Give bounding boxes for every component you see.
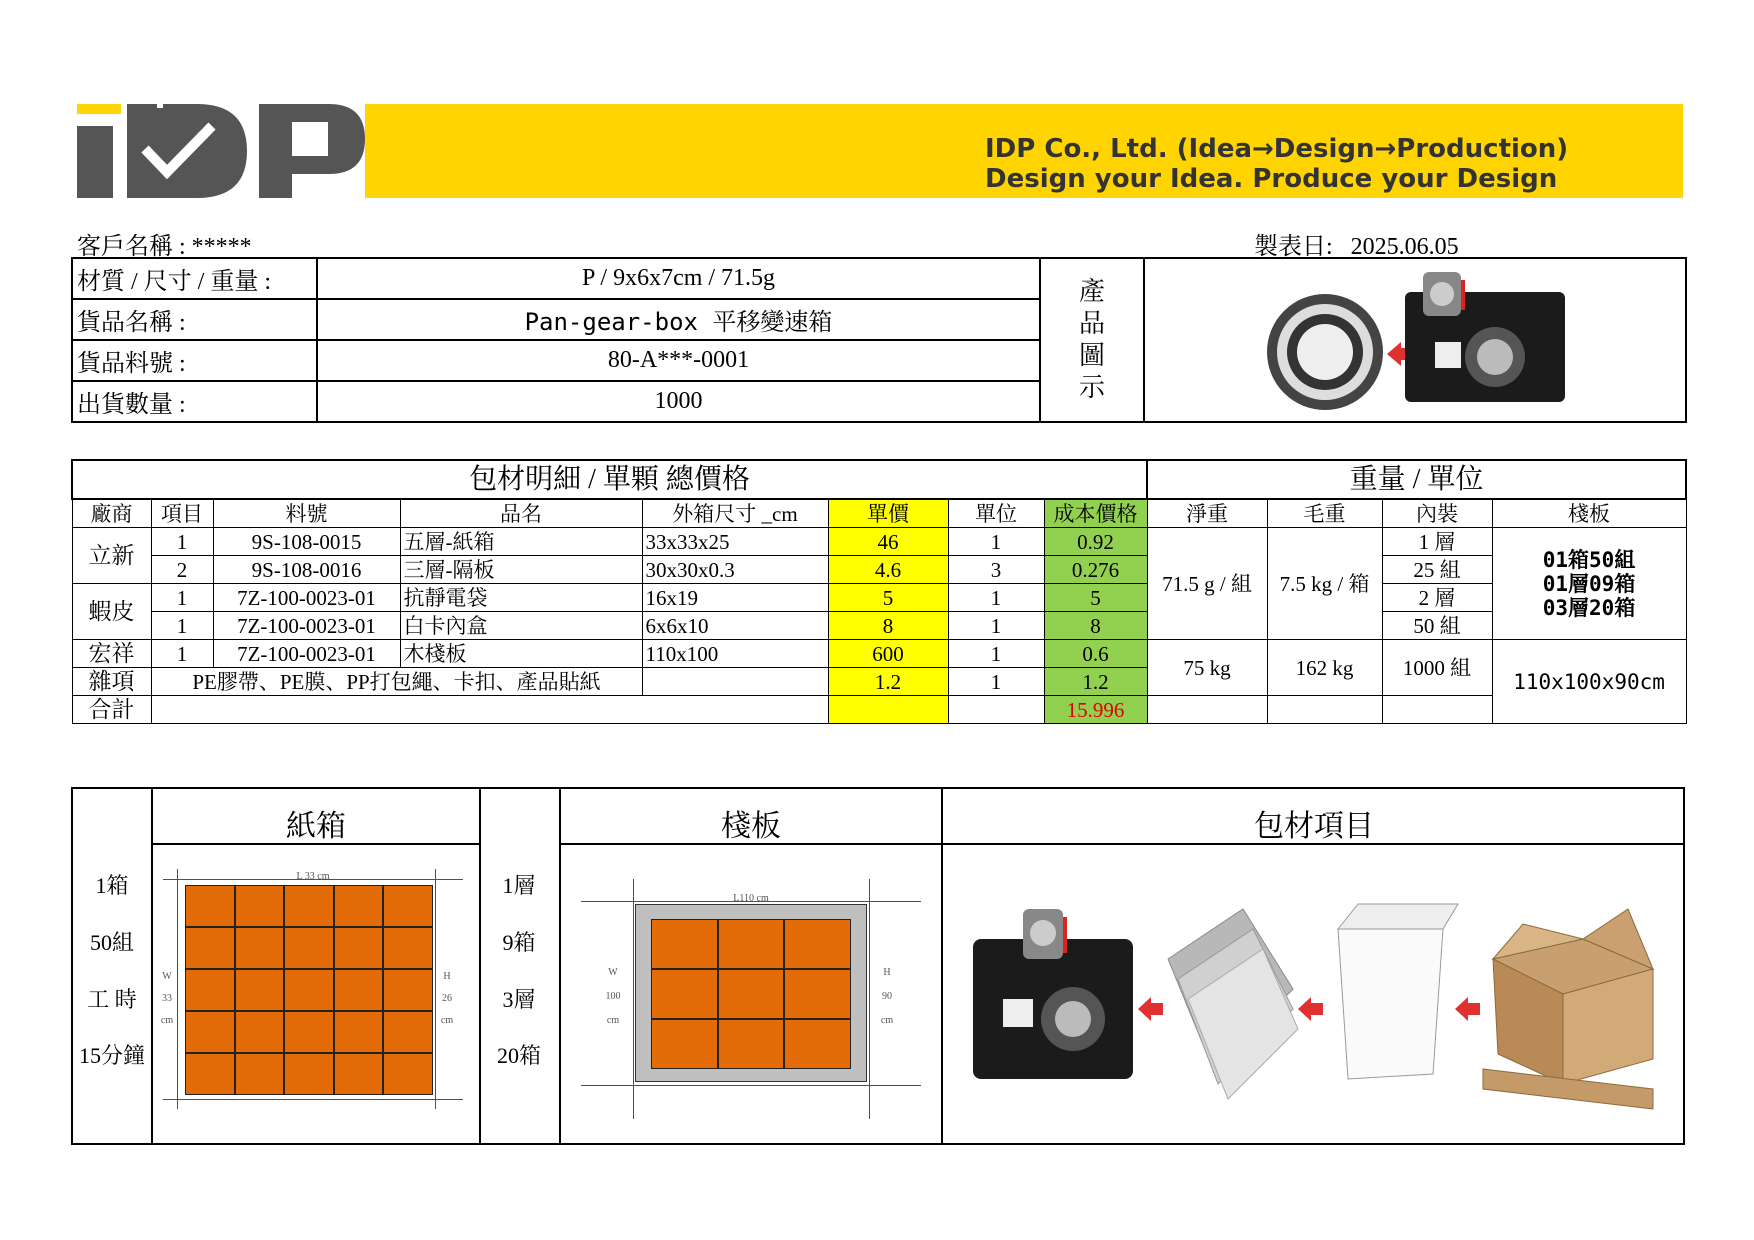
col-header: 內裝	[1382, 499, 1492, 528]
pallet-side-label: 3層	[502, 987, 536, 1012]
carton-height-dim	[439, 971, 455, 1027]
total-blank-cell	[151, 696, 828, 724]
table-row	[72, 696, 1686, 724]
layout-cell	[383, 969, 433, 1011]
date-label-text: 製表日:	[1254, 234, 1333, 260]
pallet-side-label: 9箱	[502, 930, 536, 955]
idp-logo	[77, 104, 365, 198]
layout-cell	[383, 927, 433, 969]
blank-cell	[1147, 696, 1267, 724]
layout-cell	[383, 885, 433, 927]
name-cell: 木棧板	[400, 640, 642, 668]
layout-cell	[185, 1011, 235, 1053]
dim-text: 26	[442, 993, 452, 1004]
date-value: 2025.06.05	[1350, 234, 1459, 260]
vendor-cell: 宏祥	[72, 640, 151, 668]
dim-text: cm	[440, 1015, 454, 1026]
layout-cell	[718, 1019, 785, 1069]
price-cell	[828, 696, 948, 724]
side-char: 產	[1078, 277, 1105, 306]
table-row	[72, 640, 1686, 668]
dim-text: H	[883, 967, 891, 978]
inner-cell: 50 組	[1382, 612, 1492, 640]
col-header: 單位	[948, 499, 1044, 528]
inner-cell: 2 層	[1382, 584, 1492, 612]
carton-layout-diagram	[160, 871, 463, 1119]
unit-cell: 1	[948, 528, 1044, 556]
side-char: 示	[1078, 373, 1105, 402]
carton-side-label: 1箱	[95, 873, 129, 898]
layout-cell	[284, 927, 334, 969]
info-value: 1000	[317, 381, 1040, 422]
dim-text: 33	[162, 993, 172, 1004]
dim-text: cm	[160, 1015, 174, 1026]
cost-cell: 5	[1044, 584, 1147, 612]
dim-text: H	[443, 971, 451, 982]
cost-cell: 0.92	[1044, 528, 1147, 556]
info-value: Pan-gear-box 平移變速箱	[317, 299, 1040, 340]
layout-cell	[784, 969, 851, 1019]
col-header: 毛重	[1267, 499, 1382, 528]
part-cell: 7Z-100-0023-01	[213, 612, 400, 640]
table-row	[72, 528, 1686, 556]
inner-cell: 25 組	[1382, 556, 1492, 584]
pallet-length-dim: L110 cm	[733, 893, 769, 904]
layout-cell	[784, 919, 851, 969]
price-cell: 1.2	[828, 668, 948, 696]
layout-cell	[185, 927, 235, 969]
gearbox-photo-icon	[1255, 262, 1575, 412]
size-cell: 16x19	[642, 584, 828, 612]
col-header: 品名	[400, 499, 642, 528]
part-cell: 7Z-100-0023-01	[213, 640, 400, 668]
size-cell: 6x6x10	[642, 612, 828, 640]
layout-cell	[235, 885, 285, 927]
price-cell: 5	[828, 584, 948, 612]
blank-cell	[1382, 696, 1492, 724]
dim-line	[581, 1085, 921, 1086]
price-cell: 46	[828, 528, 948, 556]
name-cell: 白卡內盒	[400, 612, 642, 640]
col-header: 成本價格	[1044, 499, 1147, 528]
layout-cell	[334, 927, 384, 969]
info-value: P / 9x6x7cm / 71.5g	[317, 258, 1040, 299]
unit-cell: 1	[948, 584, 1044, 612]
info-value: 80-A***-0001	[317, 340, 1040, 381]
net-weight-cell: 71.5 g / 組	[1147, 528, 1267, 640]
size-cell	[642, 668, 828, 696]
col-header: 項目	[151, 499, 213, 528]
layout-cell	[718, 919, 785, 969]
detail-title-right: 重量 / 單位	[1147, 460, 1686, 499]
part-cell: 7Z-100-0023-01	[213, 584, 400, 612]
info-label: 貨品料號 :	[72, 340, 317, 381]
layout-cell	[651, 969, 718, 1019]
info-label: 貨品名稱 :	[72, 299, 317, 340]
size-cell: 33x33x25	[642, 528, 828, 556]
vendor-cell: 蝦皮	[72, 584, 151, 640]
layout-cell	[334, 1053, 384, 1095]
table-row	[72, 612, 1686, 640]
dim-line	[177, 869, 178, 1109]
col-header: 廠商	[72, 499, 151, 528]
layout-section	[71, 787, 1685, 1145]
divider	[479, 789, 481, 1143]
layout-cell	[185, 1053, 235, 1095]
vendor-cell: 雜項	[72, 668, 151, 696]
dim-line	[435, 869, 436, 1109]
carton-side-label: 15分鐘	[78, 1043, 145, 1068]
pallet-cell	[1492, 528, 1686, 640]
name-cell: 三層-隔板	[400, 556, 642, 584]
packaging-flow-icon	[963, 869, 1663, 1129]
layout-cell	[284, 885, 334, 927]
pallet-line: 01箱50組	[1542, 547, 1636, 572]
layout-cell	[284, 1053, 334, 1095]
net-weight-cell: 75 kg	[1147, 640, 1267, 696]
misc-desc-cell: PE膠帶、PE膜、PP打包繩、卡扣、產品貼紙	[151, 668, 642, 696]
col-header: 淨重	[1147, 499, 1267, 528]
product-image-label	[1040, 258, 1144, 422]
layout-cell	[651, 919, 718, 969]
price-cell: 8	[828, 612, 948, 640]
item-cell: 1	[151, 640, 213, 668]
price-cell: 4.6	[828, 556, 948, 584]
pallet-height-dim	[877, 967, 897, 1027]
pallet-side-label: 1層	[502, 873, 536, 898]
item-cell: 1	[151, 584, 213, 612]
unit-cell: 1	[948, 640, 1044, 668]
unit-cell	[948, 696, 1044, 724]
unit-cell: 1	[948, 612, 1044, 640]
layout-cell	[383, 1011, 433, 1053]
pallet-title: 棧板	[721, 810, 781, 843]
carton-grid	[185, 885, 433, 1095]
col-header: 棧板	[1492, 499, 1686, 528]
blank-cell	[1267, 696, 1382, 724]
dim-text: W	[608, 967, 618, 978]
side-char: 圖	[1078, 341, 1105, 370]
layout-cell	[185, 885, 235, 927]
layout-cell	[235, 1011, 285, 1053]
banner-line-1: IDP Co., Ltd. (Idea→Design→Production)	[985, 134, 1569, 164]
price-cell: 600	[828, 640, 948, 668]
carton-side-label: 50組	[89, 930, 134, 955]
cost-cell: 0.6	[1044, 640, 1147, 668]
layout-cell	[284, 1011, 334, 1053]
info-table	[71, 257, 1687, 423]
pallet-size-cell: 110x100x90cm	[1492, 640, 1686, 724]
inner-cell: 1 層	[1382, 528, 1492, 556]
carton-length-dim: L 33 cm	[296, 871, 330, 882]
col-header: 外箱尺寸 _cm	[642, 499, 828, 528]
pallet-width-dim	[603, 967, 623, 1027]
item-cell: 2	[151, 556, 213, 584]
carton-title: 紙箱	[286, 810, 346, 843]
banner-line-2: Design your Idea. Produce your Design	[985, 164, 1558, 194]
cost-cell: 0.276	[1044, 556, 1147, 584]
packaging-detail-table	[71, 459, 1687, 724]
cost-cell: 1.2	[1044, 668, 1147, 696]
dim-text: cm	[880, 1015, 894, 1026]
vendor-cell: 合計	[72, 696, 151, 724]
size-cell: 110x100	[642, 640, 828, 668]
dim-line	[163, 1099, 463, 1100]
name-cell: 五層-紙箱	[400, 528, 642, 556]
pallet-line: 03層20箱	[1542, 595, 1636, 620]
item-cell: 1	[151, 612, 213, 640]
layout-cell	[334, 969, 384, 1011]
layout-cell	[383, 1053, 433, 1095]
unit-cell: 1	[948, 668, 1044, 696]
layout-cell	[235, 927, 285, 969]
part-cell: 9S-108-0015	[213, 528, 400, 556]
pallet-layout-diagram	[581, 879, 921, 1119]
layout-cell	[334, 885, 384, 927]
vendor-cell: 立新	[72, 528, 151, 584]
idp-logo-graphic	[77, 104, 365, 198]
dim-line	[633, 879, 634, 1119]
date-label	[1254, 226, 1459, 261]
table-row	[72, 556, 1686, 584]
dim-text: W	[162, 971, 172, 982]
layout-cell	[284, 969, 334, 1011]
pallet-line: 01層09箱	[1542, 571, 1636, 596]
part-cell: 9S-108-0016	[213, 556, 400, 584]
carton-side-label: 工 時	[87, 987, 137, 1012]
unit-cell: 3	[948, 556, 1044, 584]
info-label: 材質 / 尺寸 / 重量 :	[72, 258, 317, 299]
carton-width-dim	[159, 971, 175, 1027]
pallet-grid	[651, 919, 851, 1069]
pallet-side-label: 20箱	[496, 1043, 541, 1068]
gross-weight-cell: 7.5 kg / 箱	[1267, 528, 1382, 640]
layout-cell	[334, 1011, 384, 1053]
layout-cell	[235, 1053, 285, 1095]
dim-text: 90	[882, 991, 892, 1002]
layout-cell	[651, 1019, 718, 1069]
detail-title-left: 包材明細 / 單顆 總價格	[72, 460, 1147, 499]
col-header: 料號	[213, 499, 400, 528]
layout-cell	[185, 969, 235, 1011]
dim-text: cm	[606, 1015, 620, 1026]
inner-cell: 1000 組	[1382, 640, 1492, 696]
customer-name: 客戶名稱 : *****	[77, 234, 252, 260]
col-header: 單價	[828, 499, 948, 528]
packaging-items-illustration	[963, 869, 1663, 1139]
packaging-items-title: 包材項目	[1254, 810, 1374, 843]
info-label: 出貨數量 :	[72, 381, 317, 422]
item-cell: 1	[151, 528, 213, 556]
table-row	[72, 584, 1686, 612]
layout-cell	[718, 969, 785, 1019]
name-cell: 抗靜電袋	[400, 584, 642, 612]
total-cost-cell: 15.996	[1044, 696, 1147, 724]
side-char: 品	[1078, 309, 1105, 338]
size-cell: 30x30x0.3	[642, 556, 828, 584]
layout-cell	[235, 969, 285, 1011]
layout-cell	[784, 1019, 851, 1069]
dim-text: 100	[605, 991, 621, 1002]
dim-line	[869, 879, 870, 1119]
cost-cell: 8	[1044, 612, 1147, 640]
gross-weight-cell: 162 kg	[1267, 640, 1382, 696]
product-image	[1144, 258, 1686, 422]
